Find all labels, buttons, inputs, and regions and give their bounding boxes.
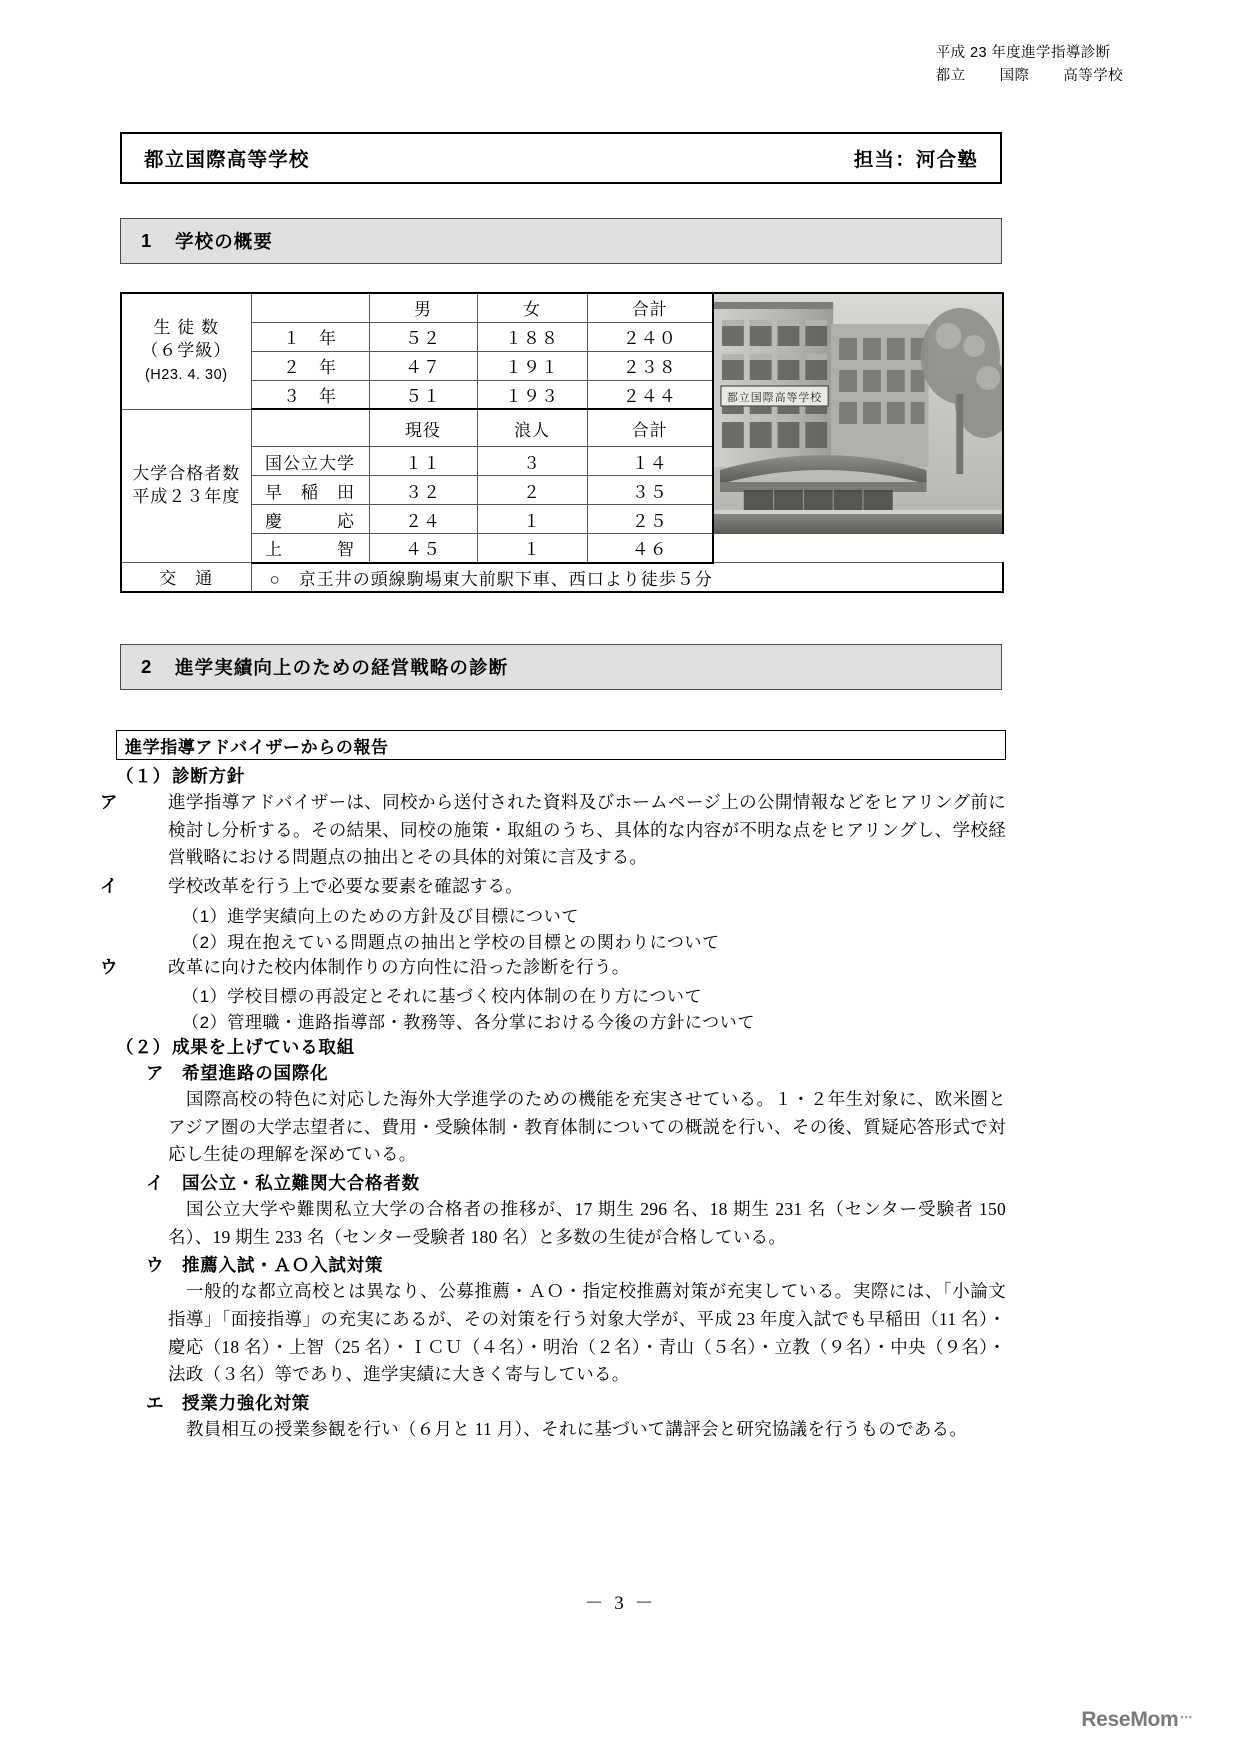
subsection-1-number: （１） — [116, 766, 171, 786]
grade-2-female: １９１ — [477, 351, 587, 380]
running-header-line1: 平成 23 年度進学指導診断 — [935, 45, 1111, 61]
section-header-1 — [120, 218, 1002, 264]
grade-1-female: １８８ — [477, 322, 587, 351]
charge-label: 担当：河合塾 — [853, 149, 978, 171]
item-b1-heading — [116, 1060, 1006, 1085]
admissions-total-waseda: ３５ — [587, 476, 713, 505]
report-box-title — [116, 730, 1006, 760]
admissions-ronin-sophia: １ — [477, 534, 587, 563]
subsection-1-heading — [116, 763, 1006, 788]
resemom-watermark — [1081, 1708, 1193, 1732]
title-box — [120, 132, 1002, 184]
svg-text:都立国際高等学校: 都立国際高等学校 — [726, 391, 823, 405]
item-b1-marker: ア — [146, 1063, 165, 1084]
school-photo-cell — [713, 293, 1003, 534]
admissions-label-line2: 平成２３年度 — [132, 486, 241, 506]
table-row — [121, 293, 1003, 322]
subsection-1-title: 診断方針 — [172, 766, 246, 786]
item-a2-sub1: （1）進学実績向上のための方針及び目標について — [182, 906, 579, 926]
admissions-name-keio: 慶 応 — [251, 505, 369, 534]
subsection-2-title: 成果を上げている取組 — [172, 1037, 355, 1058]
header-school: 国際 — [999, 68, 1030, 85]
students-label-date: (H23. 4. 30) — [144, 366, 228, 383]
students-col-blank — [251, 293, 369, 322]
item-b2-marker: イ — [146, 1173, 165, 1194]
grade-3-female: １９３ — [477, 380, 587, 409]
traffic-value: ○ 京王井の頭線駒場東大前駅下車、西口より徒歩５分 — [251, 563, 1003, 592]
item-a1 — [100, 789, 1006, 872]
students-col-total: 合計 — [587, 293, 713, 322]
header-school-type: 高等学校 — [1063, 68, 1123, 85]
students-label-line2: （６学級） — [141, 340, 232, 360]
grade-3-total: ２４４ — [587, 380, 713, 409]
item-b2-title: 国公立・私立難関大合格者数 — [182, 1173, 420, 1194]
item-a3-marker: ウ — [100, 956, 118, 977]
page-number: － 3 － — [584, 1593, 657, 1614]
admissions-current-waseda: ３２ — [369, 476, 477, 505]
section-1-title: 学校の概要 — [175, 231, 274, 252]
item-a3-sub1: （1）学校目標の再設定とそれに基づく校内体制の在り方について — [182, 987, 703, 1007]
grade-2-label: ２ 年 — [251, 351, 369, 380]
subsection-2-number: （２） — [116, 1037, 171, 1058]
item-a2-sub2: （2）現在抱えている問題点の抽出と学校の目標との関わりについて — [182, 932, 720, 952]
grade-2-total: ２３８ — [587, 351, 713, 380]
table-row — [121, 534, 1003, 563]
section-header-2 — [120, 644, 1002, 690]
admissions-name-waseda: 早 稲 田 — [251, 476, 369, 505]
item-a3-sub2: （2）管理職・進路指導部・教務等、各分掌における今後の方針について — [182, 1013, 755, 1033]
school-photo-image — [714, 294, 1002, 533]
item-a2-text: 学校改革を行う上で必要な要素を確認する。 — [168, 875, 523, 896]
item-b4-marker: エ — [146, 1392, 165, 1413]
admissions-ronin-national: ３ — [477, 447, 587, 476]
section-2-number: 2 — [141, 656, 153, 677]
running-header — [936, 42, 1123, 89]
admissions-count-label — [121, 409, 251, 563]
admissions-name-national: 国公立大学 — [251, 447, 369, 476]
school-overview-table — [120, 292, 1004, 593]
item-a2 — [100, 873, 1006, 901]
admissions-total-sophia: ４６ — [587, 534, 713, 563]
item-a2-marker: イ — [100, 875, 118, 896]
students-count-label — [121, 293, 251, 409]
item-b4-title: 授業力強化対策 — [182, 1392, 311, 1413]
grade-3-male: ５１ — [369, 380, 477, 409]
watermark-dots: ▪▪▪ — [1180, 1712, 1193, 1722]
item-b3-text: 一般的な都立高校とは異なり、公募推薦・ＡＯ・指定校推薦対策が充実している。実際には、「小論文指導」「面接指導」の充実にあるが、その対策を行う対象大学が、平成 23 年度入試でも早稲田（11 名）・慶応（18 名）・上智（25 名）・ＩＣＵ（４名）・明治（２名）・青山（５名）・立教（９名）・中央（９名）・法政（３名）等であり、進学実績に大きく寄与している。 — [168, 1281, 1006, 1385]
report-box-title-text: 進学指導アドバイザーからの報告 — [125, 737, 389, 757]
students-col-female: 女 — [477, 293, 587, 322]
admissions-label-line1: 大学合格者数 — [132, 463, 241, 483]
item-b3-heading — [116, 1252, 1006, 1277]
section-1-number: 1 — [141, 230, 153, 251]
admissions-ronin-waseda: ２ — [477, 476, 587, 505]
grade-1-male: ５２ — [369, 322, 477, 351]
admissions-col-blank — [251, 409, 369, 447]
item-b2-text: 国公立大学や難関私立大学の合格者の推移が、17 期生 296 名、18 期生 231 名（センター受験者 150 名）、19 期生 233 名（センター受験者 180 名）と多数の生徒が合格している。 — [168, 1199, 1006, 1247]
item-b3-marker: ウ — [146, 1255, 165, 1276]
admissions-current-sophia: ４５ — [369, 534, 477, 563]
students-label-line1: 生 徒 数 — [153, 317, 219, 337]
admissions-name-sophia: 上 智 — [251, 534, 369, 563]
item-a1-text: 進学指導アドバイザーは、同校から送付された資料及びホームページ上の公開情報などをヒアリング前に検討し分析する。その結果、同校の施策・取組のうち、具体的な内容が不明な点をヒアリングし、学校経営戦略における問題点の抽出とその具体的対策に言及する。 — [168, 792, 1006, 868]
grade-2-male: ４７ — [369, 351, 477, 380]
running-header-line2 — [936, 65, 1123, 88]
page-title: 都立国際高等学校 — [144, 149, 310, 171]
admissions-current-keio: ２４ — [369, 505, 477, 534]
item-b4-text: 教員相互の授業参観を行い（６月と 11 月）、それに基づいて講評会と研究協議を行うものである。 — [186, 1418, 968, 1439]
item-a3-text: 改革に向けた校内体制作りの方向性に沿った診断を行う。 — [168, 956, 630, 977]
item-b1-title: 希望進路の国際化 — [182, 1063, 329, 1084]
school-building-photo — [714, 294, 1002, 533]
traffic-label: 交 通 — [121, 563, 251, 592]
item-b2-heading — [116, 1170, 1006, 1195]
item-b1-text: 国際高校の特色に対応した海外大学進学のための機能を充実させている。１・２年生対象に、欧米圏とアジア圏の大学志望者に、費用・受験体制・教育体制についての概説を行い、その後、質疑応答形式で対応し生徒の理解を深めている。 — [168, 1089, 1006, 1165]
subsection-2-heading — [116, 1034, 1006, 1059]
grade-1-label: １ 年 — [251, 322, 369, 351]
watermark-text: ReseMom — [1081, 1708, 1179, 1731]
grade-1-total: ２４０ — [587, 322, 713, 351]
admissions-col-total: 合計 — [587, 409, 713, 447]
header-prefecture: 都立 — [935, 68, 966, 85]
admissions-current-national: １１ — [369, 447, 477, 476]
report-body — [100, 763, 1006, 1445]
item-b4-heading — [116, 1390, 1006, 1415]
item-a3 — [100, 954, 1006, 982]
admissions-ronin-keio: １ — [477, 505, 587, 534]
table-row — [121, 563, 1003, 592]
item-b3-title: 推薦入試・ＡＯ入試対策 — [182, 1255, 384, 1276]
section-2-title: 進学実績向上のための経営戦略の診断 — [175, 657, 509, 678]
item-a1-marker: ア — [100, 792, 118, 812]
grade-3-label: ３ 年 — [251, 380, 369, 409]
students-col-male: 男 — [369, 293, 477, 322]
admissions-total-national: １４ — [587, 447, 713, 476]
admissions-col-current: 現役 — [369, 409, 477, 447]
admissions-col-ronin: 浪人 — [477, 409, 587, 447]
admissions-total-keio: ２５ — [587, 505, 713, 534]
